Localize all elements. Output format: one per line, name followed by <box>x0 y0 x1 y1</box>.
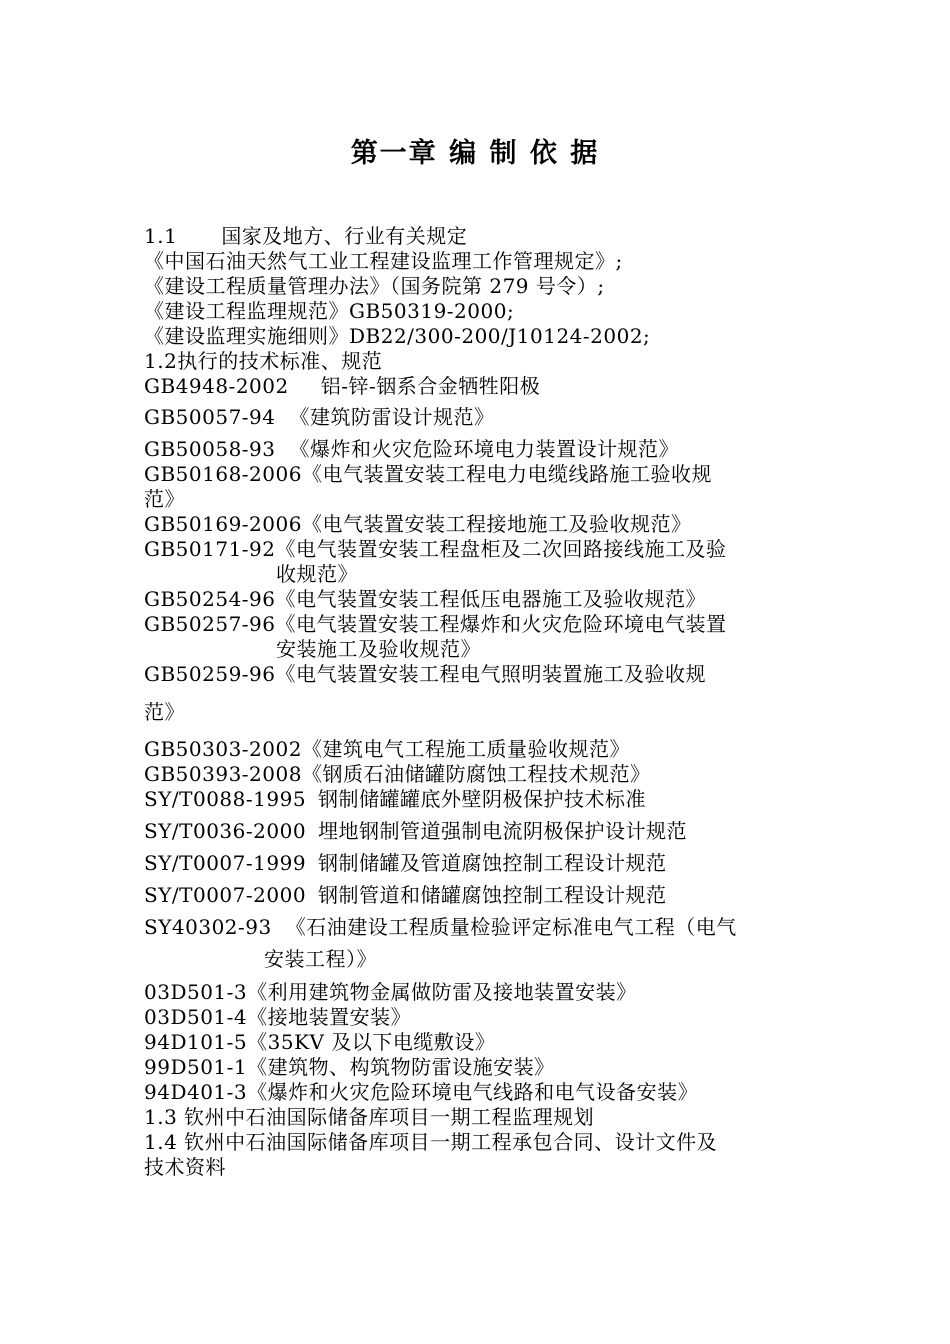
standard-title: 《爆炸和火灾危险环境电力装置设计规范》 <box>289 437 680 461</box>
regulation-line: 《中国石油天然气工业工程建设监理工作管理规定》; <box>144 249 623 273</box>
standard-code: GB50171-92 <box>144 537 276 561</box>
standard-code: 94D101-5 <box>144 1030 248 1054</box>
standard-code: GB50169-2006 <box>144 512 302 536</box>
standard-line <box>144 1030 495 1054</box>
standard-code: GB50058-93 <box>144 437 276 461</box>
standard-title: 《钢质石油储罐防腐蚀工程技术规范》 <box>301 762 651 786</box>
standard-line <box>144 787 646 811</box>
section-heading-1-2: 1.2执行的技术标准、规范 <box>144 349 383 373</box>
standard-line <box>144 462 712 486</box>
standard-line <box>144 883 667 907</box>
standard-line-continuation: 安装工程）》 <box>264 947 377 971</box>
standard-title: 钢制储罐及管道腐蚀控制工程设计规范 <box>318 851 667 875</box>
standard-line <box>144 587 706 611</box>
standard-code: GB50303-2002 <box>144 737 302 761</box>
standard-code: GB50393-2008 <box>144 762 302 786</box>
regulation-line: 《建设工程监理规范》GB50319-2000; <box>144 299 515 323</box>
standard-line <box>144 980 637 1004</box>
standard-code: SY/T0036-2000 <box>144 819 307 843</box>
standard-title: 《电气装置安装工程爆炸和火灾危险环境电气装置 <box>275 612 727 636</box>
standard-code: 94D401-3 <box>144 1080 248 1104</box>
section-title: 国家及地方、行业有关规定 <box>221 224 468 248</box>
standard-title: 《电气装置安装工程盘柜及二次回路接线施工及验 <box>275 537 727 561</box>
standard-title: 铝-锌-铟系合金牺牲阳极 <box>320 374 541 398</box>
standard-line <box>144 437 679 461</box>
standard-title: 《石油建设工程质量检验评定标准电气工程（电气 <box>285 915 737 939</box>
standard-code: GB4948-2002 <box>144 374 289 398</box>
standard-code: 03D501-3 <box>144 980 248 1004</box>
section-heading-1-4-continuation: 技术资料 <box>144 1155 226 1179</box>
standard-title: 《电气装置安装工程电气照明装置施工及验收规 <box>275 662 707 686</box>
standard-line <box>144 537 727 561</box>
regulation-line: 《建设工程质量管理办法》（国务院第 279 号令）; <box>144 274 605 298</box>
standard-line <box>144 737 630 761</box>
standard-title: 《爆炸和火灾危险环境电气线路和电气设备安装》 <box>247 1080 699 1104</box>
standard-code: 03D501-4 <box>144 1005 248 1029</box>
standard-title: 《电气装置安装工程电力电缆线路施工验收规 <box>301 462 712 486</box>
section-number: 1.1 <box>144 224 178 248</box>
standard-title: 《电气装置安装工程接地施工及验收规范》 <box>301 512 692 536</box>
standard-line-continuation: 范》 <box>144 487 185 511</box>
standard-code: 99D501-1 <box>144 1055 248 1079</box>
standard-line <box>144 915 737 939</box>
standard-title: 《建筑物、构筑物防雷设施安装》 <box>247 1055 555 1079</box>
section-heading-1-1 <box>144 224 467 248</box>
standard-title: 《利用建筑物金属做防雷及接地装置安装》 <box>247 980 637 1004</box>
standard-title: 《建筑防雷设计规范》 <box>289 405 495 429</box>
standard-line <box>144 612 727 636</box>
standard-code: GB50168-2006 <box>144 462 302 486</box>
standard-code: SY/T0007-2000 <box>144 883 307 907</box>
standard-code: GB50257-96 <box>144 612 276 636</box>
standard-title: 钢制储罐罐底外壁阴极保护技术标准 <box>318 787 647 811</box>
section-heading-1-3: 1.3 钦州中石油国际储备库项目一期工程监理规划 <box>144 1105 595 1129</box>
standard-line <box>144 662 706 686</box>
standard-code: GB50259-96 <box>144 662 276 686</box>
standard-code: GB50057-94 <box>144 405 276 429</box>
standard-line <box>144 1055 555 1079</box>
standard-line <box>144 1005 411 1029</box>
standard-line <box>144 762 650 786</box>
standard-code: SY/T0088-1995 <box>144 787 307 811</box>
standard-code: GB50254-96 <box>144 587 276 611</box>
section-heading-1-4: 1.4 钦州中石油国际储备库项目一期工程承包合同、设计文件及 <box>144 1130 718 1154</box>
standard-title: 《电气装置安装工程低压电器施工及验收规范》 <box>275 587 707 611</box>
standard-line <box>144 1080 698 1104</box>
standard-code: SY/T0007-1999 <box>144 851 307 875</box>
chapter-title: 第一章 编 制 依 据 <box>350 138 600 169</box>
standard-line <box>144 512 691 536</box>
standard-line-continuation: 安装施工及验收规范》 <box>276 637 481 661</box>
standard-title: 钢制管道和储罐腐蚀控制工程设计规范 <box>318 883 667 907</box>
standard-code: SY40302-93 <box>144 915 272 939</box>
standard-line-continuation: 收规范》 <box>276 562 358 586</box>
standard-line <box>144 819 687 843</box>
standard-line <box>144 851 667 875</box>
standard-title: 埋地钢制管道强制电流阴极保护设计规范 <box>318 819 688 843</box>
standard-title: 《35KV 及以下电缆敷设》 <box>247 1030 496 1054</box>
standard-line <box>144 405 495 429</box>
regulation-line: 《建设监理实施细则》DB22/300-200/J10124-2002; <box>144 324 651 348</box>
standard-line <box>144 374 540 398</box>
standard-title: 《接地装置安装》 <box>247 1005 412 1029</box>
standard-line-continuation: 范》 <box>144 700 185 724</box>
standard-title: 《建筑电气工程施工质量验收规范》 <box>301 737 630 761</box>
